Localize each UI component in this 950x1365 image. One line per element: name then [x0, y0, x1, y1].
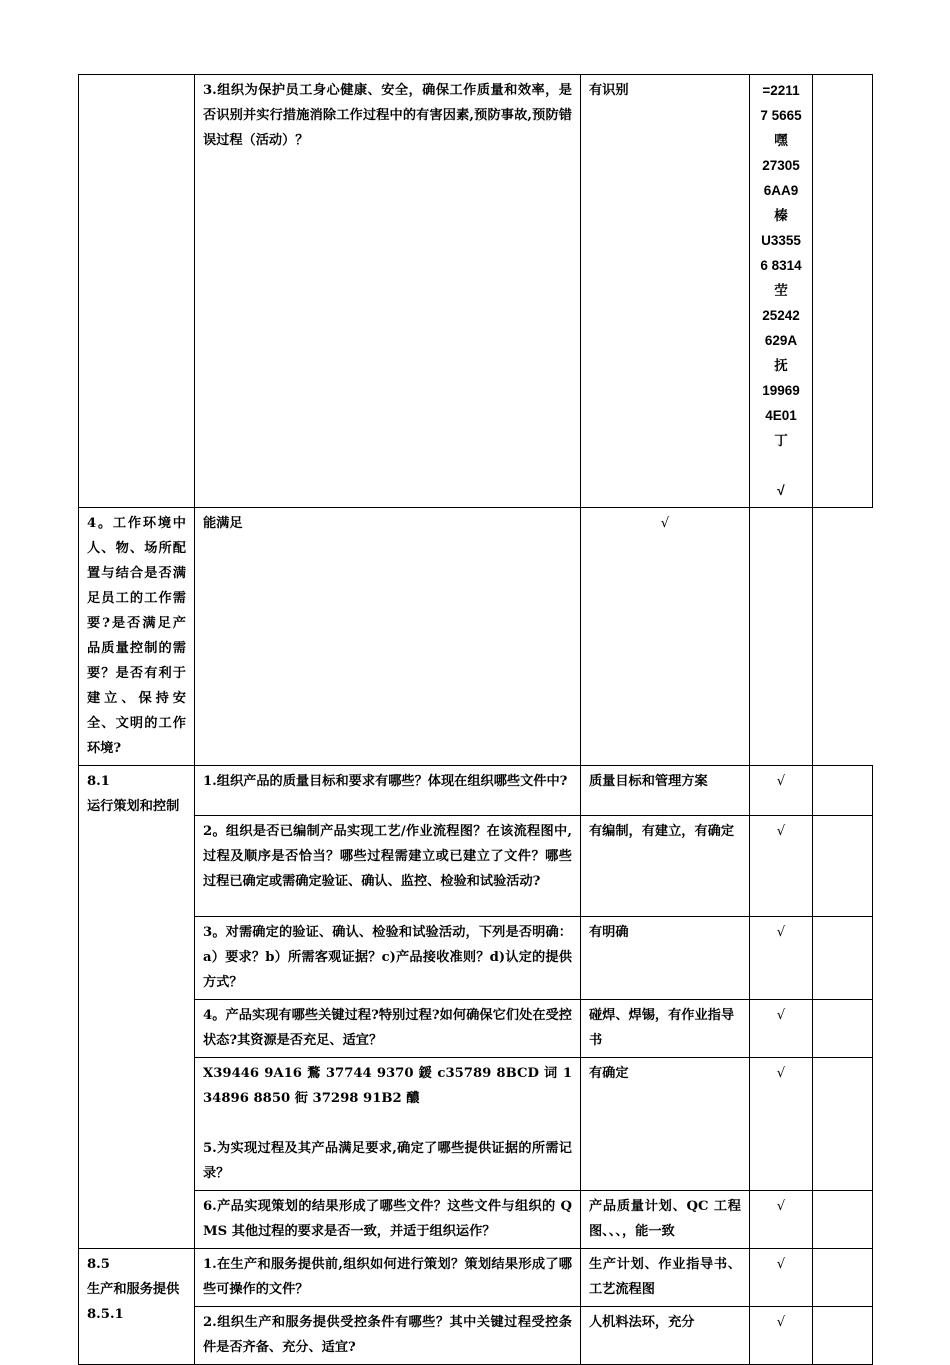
clause-subnumber: 8.5.1: [87, 1307, 124, 1322]
remark-cell: [813, 75, 873, 508]
clause-title: 生产和服务提供: [87, 1282, 180, 1297]
check-mark: √: [750, 766, 813, 816]
question-cell: [195, 1058, 581, 1191]
question-cell: 1.在生产和服务提供前,组织如何进行策划？策划结果形成了哪些可操作的文件？: [195, 1249, 581, 1307]
remark-cell: [813, 917, 873, 1000]
check-mark: √: [777, 483, 785, 498]
mark-line: U3355: [761, 233, 801, 248]
mark-line: 茔: [774, 283, 788, 298]
question-garbled-prefix: X39446 9A16 鶩 37744 9370 鍰 c35789 8BCD 词 134896 8850 衐 37298 91B2 醲: [203, 1066, 572, 1106]
question-cell: 3.组织为保护员工身心健康、安全，确保工作质量和效率，是否识别并实行措施消除工作过程中的有害因素,预防事故,预防错误过程（活动）？: [195, 75, 581, 508]
remark-cell: [813, 766, 873, 816]
evidence-cell: 产品质量计划、QC 工程图、、、，能一致: [581, 1191, 750, 1249]
table-row: [79, 1307, 873, 1365]
clause-cell: [79, 766, 195, 1249]
evidence-cell: 有确定: [581, 1058, 750, 1191]
question-text: 5.为实现过程及其产品满足要求,确定了哪些提供证据的所需记录？: [203, 1141, 572, 1181]
mark-line: 丁: [774, 433, 788, 448]
remark-cell: [813, 1000, 873, 1058]
table-row: [79, 1000, 873, 1058]
mark-line: 4E01: [765, 408, 797, 423]
mark-line: =2211: [762, 83, 800, 98]
check-mark: √: [750, 1307, 813, 1365]
check-mark: √: [750, 1058, 813, 1191]
evidence-cell: 有明确: [581, 917, 750, 1000]
remark-cell: [813, 1058, 873, 1191]
clause-title: 运行策划和控制: [87, 799, 180, 814]
table-row: [79, 1191, 873, 1249]
remark-cell: [750, 508, 813, 766]
mark-spacer: [758, 453, 804, 478]
evidence-cell: 人机料法环，充分: [581, 1307, 750, 1365]
table-row: [79, 917, 873, 1000]
question-cell: 2。组织是否已编制产品实现工艺/作业流程图？在该流程图中,过程及顺序是否恰当？哪些过程需建立或已建立了文件？哪些过程已确定或需确定验证、确认、监控、检验和试验活动?: [195, 816, 581, 917]
clause-cell: [79, 75, 195, 508]
evidence-cell: 有编制，有建立，有确定: [581, 816, 750, 917]
table-row: [79, 75, 873, 508]
check-mark: √: [750, 1191, 813, 1249]
evidence-cell: 质量目标和管理方案: [581, 766, 750, 816]
mark-cell: [750, 75, 813, 508]
question-cell: 1.组织产品的质量目标和要求有哪些？体现在组织哪些文件中?: [195, 766, 581, 816]
clause-number: 8.5: [87, 1257, 110, 1272]
check-mark: √: [750, 1249, 813, 1307]
table-row: [79, 766, 873, 816]
evidence-cell: 能满足: [195, 508, 581, 766]
clause-number: 8.1: [87, 774, 110, 789]
remark-cell: [813, 1191, 873, 1249]
check-mark: √: [750, 917, 813, 1000]
mark-line: 榛: [774, 208, 788, 223]
mark-line: 25242: [762, 308, 800, 323]
table-row: [79, 508, 873, 766]
mark-line: 27305: [762, 158, 800, 173]
remark-cell: [813, 1249, 873, 1307]
question-cell: 4。工作环境中人、物、场所配置与结合是否满足员工的工作需要?是否满足产品质量控制的需要？是否有利于建立、保持安全、文明的工作环境?: [79, 508, 195, 766]
audit-checklist-table: [78, 74, 873, 1365]
table-row: [79, 1058, 873, 1191]
question-cell: 2.组织生产和服务提供受控条件有哪些？其中关键过程受控条件是否齐备、充分、适宜?: [195, 1307, 581, 1365]
remark-cell: [813, 1307, 873, 1365]
evidence-cell: 生产计划、作业指导书、工艺流程图: [581, 1249, 750, 1307]
mark-line: 6AA9: [763, 183, 799, 198]
question-cell: 6.产品实现策划的结果形成了哪些文件？这些文件与组织的 QMS 其他过程的要求是否一致，并适于组织运作？: [195, 1191, 581, 1249]
mark-line: 6 8314: [760, 258, 802, 273]
evidence-cell: 碰焊、焊锡，有作业指导书: [581, 1000, 750, 1058]
mark-line: 629A: [764, 333, 798, 348]
question-spacer: [203, 1111, 572, 1136]
question-cell: 4。产品实现有哪些关键过程?特别过程?如何确保它们处在受控状态?其资源是否充足、适宜？: [195, 1000, 581, 1058]
evidence-cell: 有识别: [581, 75, 750, 508]
mark-line: 7 5665: [760, 108, 802, 123]
mark-line: 19969: [762, 383, 800, 398]
clause-cell: [79, 1249, 195, 1365]
check-mark: √: [750, 1000, 813, 1058]
check-mark: √: [750, 816, 813, 917]
mark-line: 嘿: [774, 133, 788, 148]
question-cell: 3。对需确定的验证、确认、检验和试验活动，下列是否明确：a）要求？b）所需客观证据？c)产品接收准则？d)认定的提供方式？: [195, 917, 581, 1000]
table-row: [79, 1249, 873, 1307]
table-row: [79, 816, 873, 917]
mark-line: 抚: [774, 358, 788, 373]
check-mark: √: [581, 508, 750, 766]
remark-cell: [813, 816, 873, 917]
